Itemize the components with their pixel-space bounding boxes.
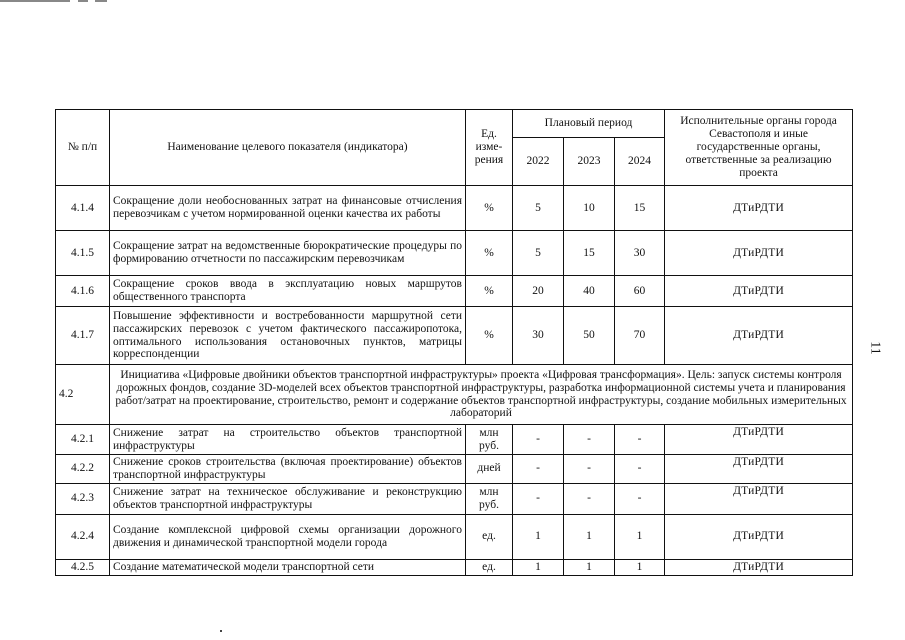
row-value-2024: 15 [615, 186, 665, 231]
row-value-2022: 5 [513, 231, 564, 276]
row-name: Снижение затрат на строительство объектов транспортной инфраструктуры [110, 425, 466, 455]
row-num: 4.2.4 [56, 514, 110, 559]
row-num: 4.1.6 [56, 276, 110, 307]
row-value-2022: - [513, 425, 564, 455]
row-num: 4.1.5 [56, 231, 110, 276]
row-org: ДТиРДТИ [665, 186, 853, 231]
table-row [56, 425, 853, 455]
row-value-2022: - [513, 483, 564, 514]
header-plan: Плановый период [513, 110, 665, 138]
scan-artifact [0, 0, 110, 3]
row-org: ДТиРДТИ [665, 483, 853, 514]
row-value-2022: 30 [513, 307, 564, 365]
row-value-2022: 1 [513, 514, 564, 559]
row-unit: % [466, 231, 513, 276]
row-value-2024: - [615, 455, 665, 484]
row-num: 4.2.3 [56, 483, 110, 514]
row-num: 4.1.7 [56, 307, 110, 365]
row-num: 4.2.5 [56, 559, 110, 575]
row-value-2024: 1 [615, 559, 665, 575]
row-value-2023: 1 [564, 514, 615, 559]
header-name: Наименование целевого показателя (индикатора) [110, 110, 466, 186]
row-name: Сокращение доли необоснованных затрат на финансовые отчисления перевозчикам с учетом нормированной оценки качества их работы [110, 186, 466, 231]
row-unit: % [466, 307, 513, 365]
table-row [56, 483, 853, 514]
row-value-2024: 30 [615, 231, 665, 276]
row-value-2022: 5 [513, 186, 564, 231]
row-org: ДТиРДТИ [665, 276, 853, 307]
header-unit: Ед. изме-рения [466, 110, 513, 186]
row-org: ДТиРДТИ [665, 455, 853, 484]
row-unit: % [466, 186, 513, 231]
row-value-2024: - [615, 483, 665, 514]
header-num: № п/п [56, 110, 110, 186]
row-name: Создание математической модели транспортной сети [110, 559, 466, 575]
section-text: Инициатива «Цифровые двойники объектов транспортной инфраструктуры» проекта «Цифровая трансформация». Цель: запуск системы контроля дорожных фондов, создание 3D-моделей всех объектов транспортной инфраструктуры, разработка информационной системы учета и планирования работ/затрат на проектирование, строительство, ремонт и содержание объектов транспортной инфраструктуры, создание мобильных измерительных лабораторий [110, 365, 853, 425]
header-year: 2023 [564, 138, 615, 186]
table-row [56, 559, 853, 575]
row-value-2023: - [564, 483, 615, 514]
row-num: 4.2.1 [56, 425, 110, 455]
row-org: ДТиРДТИ [665, 425, 853, 455]
page-number: 11 [867, 341, 883, 355]
row-num: 4.1.4 [56, 186, 110, 231]
header-year: 2022 [513, 138, 564, 186]
indicator-table [55, 109, 853, 576]
row-name: Сокращение затрат на ведомственные бюрократические процедуры по формированию отчетности по пассажирским перевозчикам [110, 231, 466, 276]
row-unit: ед. [466, 514, 513, 559]
header-year: 2024 [615, 138, 665, 186]
row-name: Создание комплексной цифровой схемы организации дорожного движения и динамической транспортной модели города [110, 514, 466, 559]
row-unit: млн руб. [466, 425, 513, 455]
table-row [56, 307, 853, 365]
row-unit: ед. [466, 559, 513, 575]
row-value-2024: 1 [615, 514, 665, 559]
row-unit: млн руб. [466, 483, 513, 514]
row-value-2023: 40 [564, 276, 615, 307]
row-org: ДТиРДТИ [665, 514, 853, 559]
row-value-2023: - [564, 455, 615, 484]
row-value-2023: 50 [564, 307, 615, 365]
row-value-2023: 15 [564, 231, 615, 276]
table-row [56, 186, 853, 231]
row-value-2024: 70 [615, 307, 665, 365]
row-unit: % [466, 276, 513, 307]
header-org: Исполнительные органы города Севастополя и иные государственные органы, ответственные за реализацию проекта [665, 110, 853, 186]
row-value-2022: - [513, 455, 564, 484]
scan-speck [220, 630, 222, 632]
row-value-2022: 20 [513, 276, 564, 307]
header-row [56, 110, 853, 138]
table-row [56, 455, 853, 484]
row-org: ДТиРДТИ [665, 559, 853, 575]
table-row [56, 514, 853, 559]
row-value-2022: 1 [513, 559, 564, 575]
row-org: ДТиРДТИ [665, 307, 853, 365]
section-num: 4.2 [56, 365, 110, 425]
row-name: Повышение эффективности и востребованности маршрутной сети пассажирских перевозок с учетом фактического пассажиропотока, оптимального использования остановочных пунктов, матрицы корреспонденции [110, 307, 466, 365]
row-value-2024: 60 [615, 276, 665, 307]
row-num: 4.2.2 [56, 455, 110, 484]
row-value-2023: - [564, 425, 615, 455]
row-unit: дней [466, 455, 513, 484]
row-value-2023: 10 [564, 186, 615, 231]
row-name: Снижение затрат на техническое обслуживание и реконструкцию объектов транспортной инфраструктуры [110, 483, 466, 514]
row-name: Снижение сроков строительства (включая проектирование) объектов транспортной инфраструктуры [110, 455, 466, 484]
row-value-2023: 1 [564, 559, 615, 575]
section-row [56, 365, 853, 425]
row-value-2024: - [615, 425, 665, 455]
row-name: Сокращение сроков ввода в эксплуатацию новых маршрутов общественного транспорта [110, 276, 466, 307]
table-row [56, 231, 853, 276]
table-row [56, 276, 853, 307]
row-org: ДТиРДТИ [665, 231, 853, 276]
